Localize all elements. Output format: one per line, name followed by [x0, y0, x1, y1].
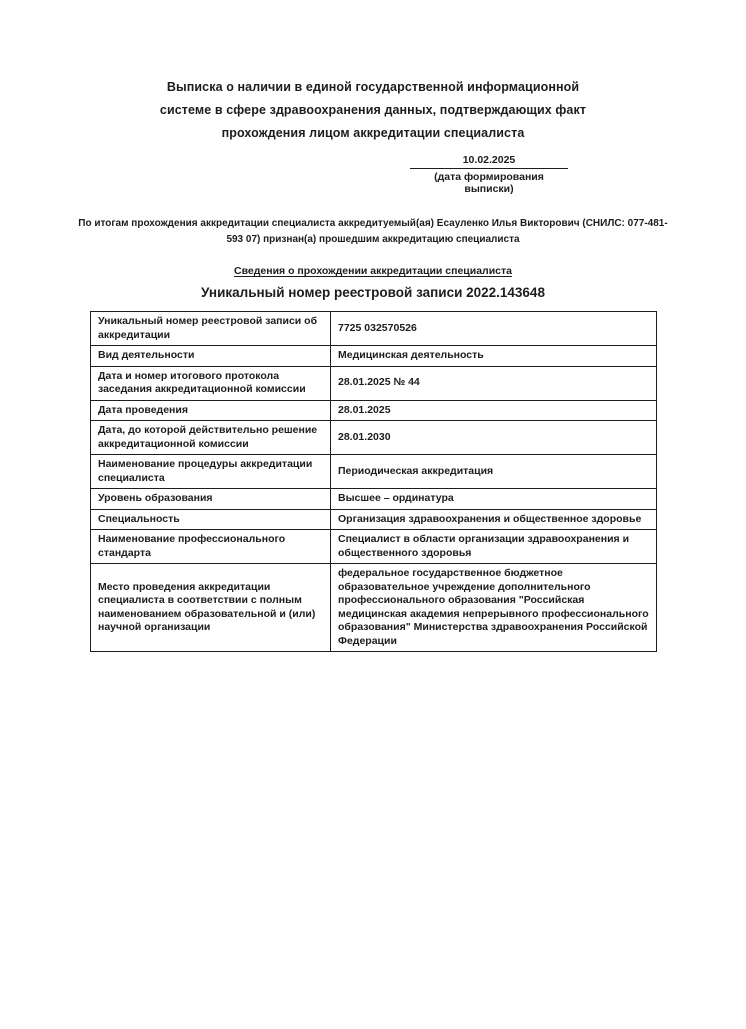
row-label-cell: Дата и номер итогового протокола заседания аккредитационной комиссии	[91, 366, 331, 400]
section-heading: Сведения о прохождении аккредитации специалиста	[234, 265, 512, 277]
document-title-line-1: Выписка о наличии в единой государственной информационной	[166, 80, 580, 94]
document-title-line-3: прохождения лицом аккредитации специалиста	[221, 126, 525, 140]
row-value-cell: 28.01.2025	[331, 400, 657, 421]
issue-date-block	[410, 154, 568, 195]
accreditation-table	[90, 311, 657, 652]
row-value-cell: Специалист в области организации здравоохранения и общественного здоровья	[331, 530, 657, 564]
row-value-cell: 28.01.2030	[331, 421, 657, 455]
row-value-cell: федеральное государственное бюджетное образовательное учреждение дополнительного профессионального образования "Российская медицинская академия непрерывного профессионального образования" Министерства здравоохранения Российской Федерации	[331, 564, 657, 652]
row-value-cell: 28.01.2025 № 44	[331, 366, 657, 400]
row-label-cell: Место проведения аккредитации специалиста в соответствии с полным наименованием образовательной и (или) научной организации	[91, 564, 331, 652]
table-row	[91, 564, 657, 652]
table-row	[91, 455, 657, 489]
table-row	[91, 489, 657, 510]
row-label-cell: Дата, до которой действительно решение аккредитационной комиссии	[91, 421, 331, 455]
row-label-cell: Дата проведения	[91, 400, 331, 421]
row-label-cell: Уникальный номер реестровой записи об аккредитации	[91, 312, 331, 346]
row-label-cell: Уровень образования	[91, 489, 331, 510]
table-row	[91, 509, 657, 530]
row-label-cell: Специальность	[91, 509, 331, 530]
row-value-cell: Организация здравоохранения и общественное здоровье	[331, 509, 657, 530]
issue-date-value: 10.02.2025	[410, 154, 568, 169]
row-value-cell: Медицинская деятельность	[331, 346, 657, 367]
row-value-cell: 7725 032570526	[331, 312, 657, 346]
table-row	[91, 312, 657, 346]
row-label-cell: Наименование профессионального стандарта	[91, 530, 331, 564]
table-row	[91, 346, 657, 367]
table-row	[91, 530, 657, 564]
issue-date-label: (дата формирования выписки)	[434, 171, 544, 195]
table-row	[91, 400, 657, 421]
intro-paragraph: По итогам прохождения аккредитации специалиста аккредитуемый(ая) Есауленко Илья Викторович (СНИЛС: 077-481-593 07) признан(а) прошедшим аккредитацию специалиста	[78, 218, 668, 245]
row-label-cell: Вид деятельности	[91, 346, 331, 367]
document-title-line-2: системе в сфере здравоохранения данных, подтверждающих факт	[159, 103, 587, 117]
registry-number-heading: Уникальный номер реестровой записи 2022.143648	[201, 285, 545, 300]
row-value-cell: Периодическая аккредитация	[331, 455, 657, 489]
document-title	[0, 0, 746, 145]
table-row	[91, 366, 657, 400]
row-label-cell: Наименование процедуры аккредитации специалиста	[91, 455, 331, 489]
table-row	[91, 421, 657, 455]
row-value-cell: Высшее – ординатура	[331, 489, 657, 510]
